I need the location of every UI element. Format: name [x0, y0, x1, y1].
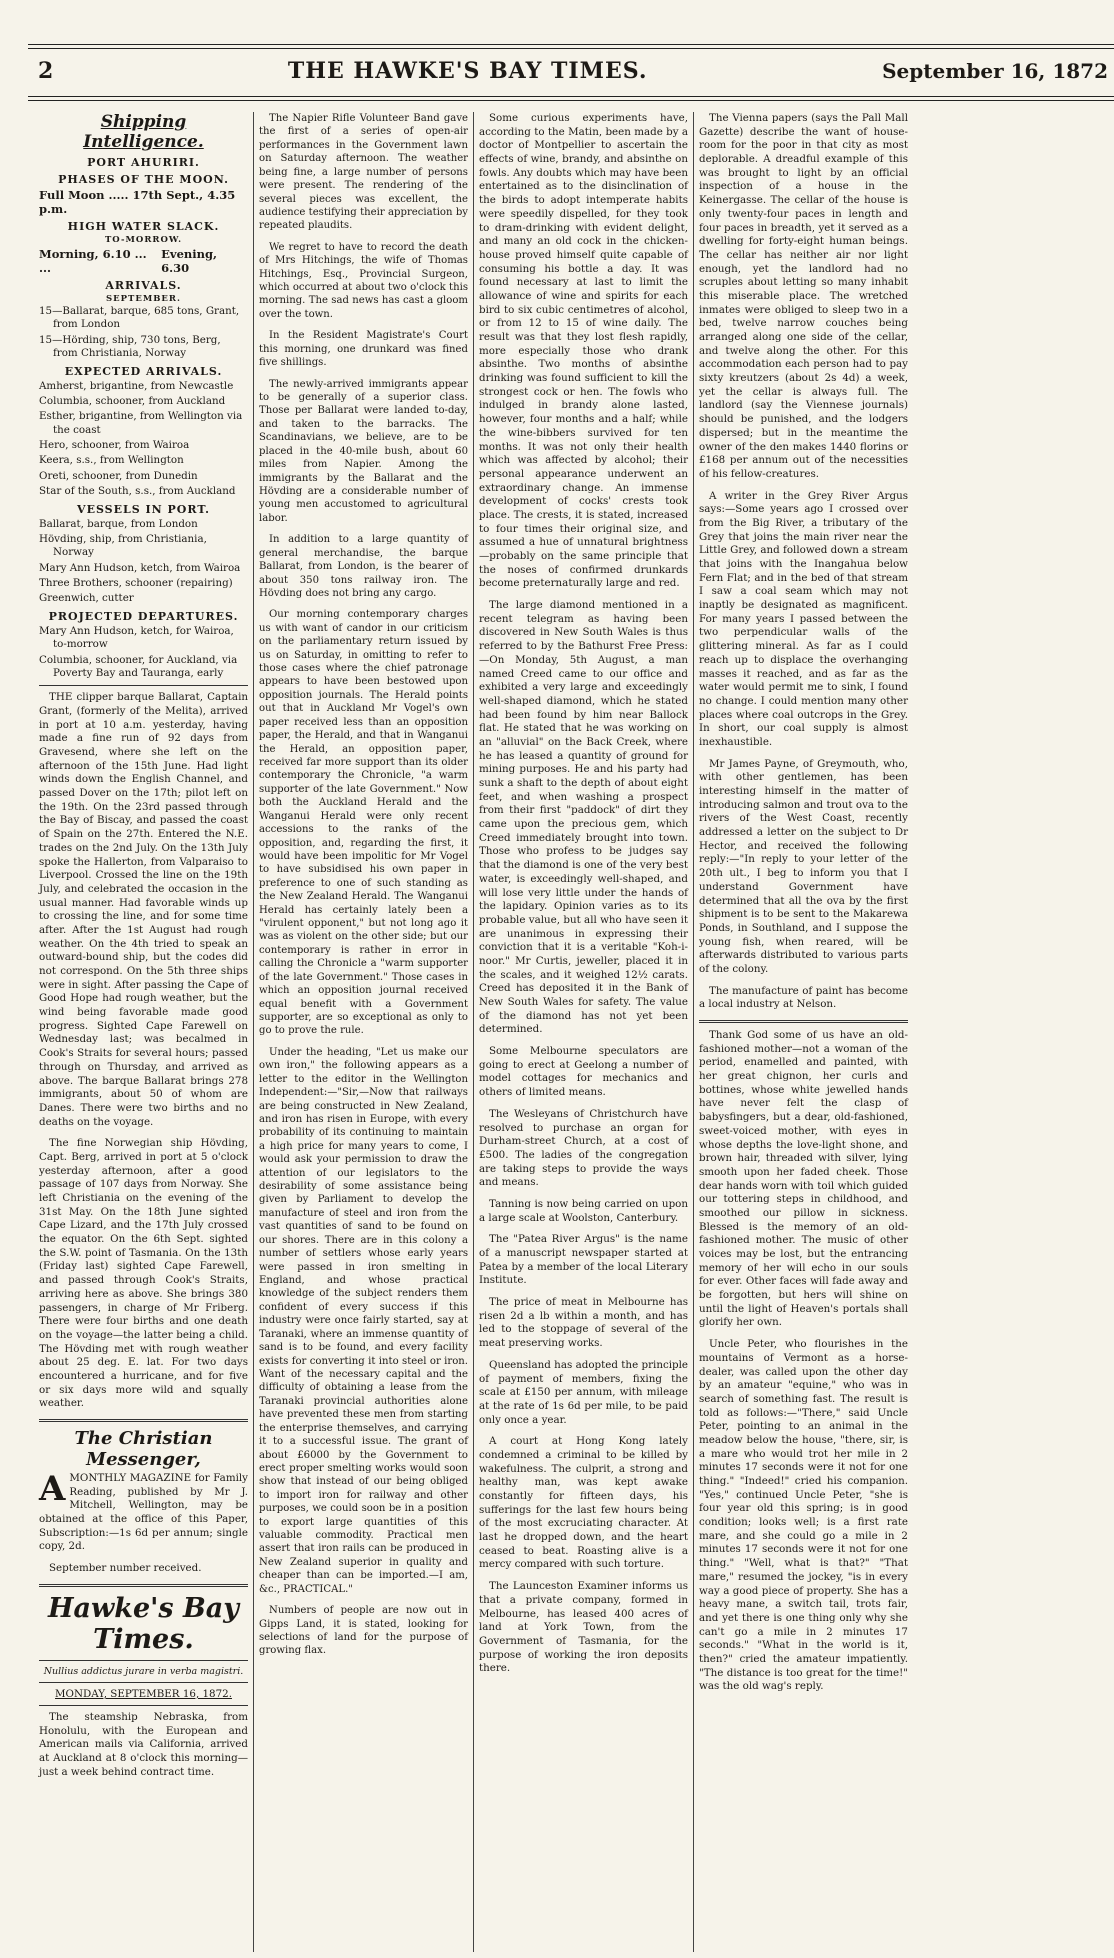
phases-heading: PHASES OF THE MOON. — [58, 173, 229, 186]
article-paragraph: The Vienna papers (says the Pall Mall Gazette) describe the want of house-room for the poor in that city as most deplorable. A dreadful example of this was brought to light by an official inspection of a house in the Keinergasse. The cellar of the house is only twenty-four paces in length and four paces in breadth, yet it served as a dwelling for forty-eight human beings. The cellar has neither air nor light enough, yet the landlord had no scruples about letting so many inhabit this miserable place. The wretched inmates were obliged to sleep two in a bed, twelve narrow couches being arranged along one side of the cellar, and twelve along the other. For this accommodation each person had to pay sixty kreutzers (about 2s 4d) a week, yet the cellar is always full. The landlord (say the Viennese journals) should be punished, and the lodgers dispersed; but in the meantime the owner of the den makes 1440 florins or £168 per annum out of the necessities of his fellow-creatures. — [699, 112, 908, 480]
article-paragraph: Under the heading, "Let us make our own iron," the following appears as a letter to the editor in the Wellington Independent:—"Sir,—Now that railways are being constructed in New Zealand, and iron has risen in Europe, with every probability of its continuing to maintain a high price for many years to come, I would ask your permission to draw the attention of our legislators to the desirability of some assistance being given by Parliament to develop the manufacture of steel and iron from the vast quantities of sand to be found on our shores. There are in this colony a number of settlers whose early years were passed in iron smelting in England, and whose practical knowledge of the subject renders them confident of every success if this industry were once fairly started, say at Taranaki, where an immense quantity of sand is to be found, and every facility exists for converting it into steel or iron. Want of the necessary capital and the difficulty of obtaining a lease from the Taranaki provincial authorities alone have prevented these men from starting the enterprise themselves, and carrying it to a successful issue. The grant of about £6000 by the Government to erect proper smelting works would soon show that instead of our being obliged to import iron for railway and other purposes, we could soon be in a position to export large quantities of this valuable commodity. Practical men assert that iron rails can be produced in New Zealand superior in quality and cheaper than can be imported.—I am, &c., PRACTICAL." — [259, 1046, 468, 1595]
column-3 — [474, 112, 693, 1952]
article-paragraph: Thank God some of us have an old-fashioned mother—not a woman of the period, enamelled and painted, with her great chignon, her curls and bottines, whose white jewelled hands have never felt the clasp of babysfingers, but a dear, old-fashioned, sweet-voiced mother, with eyes in whose depths the love-light shone, and brown hair, threaded with silver, lying smooth upon her faded cheek. Those dear hands worn with toil which guided our tottering steps in childhood, and smoothed our pillow in sickness. Blessed is the memory of an old-fashioned mother. The music of other voices may be lost, but the entrancing memory of her will echo in our souls for ever. Other faces will fade away and be forgotten, but hers will shine on until the light of Heaven's portals shall glorify her own. — [699, 1029, 908, 1329]
article-paragraph: The manufacture of paint has become a local industry at Nelson. — [699, 984, 908, 1011]
column-2 — [254, 112, 473, 1952]
article-paragraph: Mr James Payne, of Greymouth, who, with other gentlemen, has been interesting himself in the matter of introducing salmon and trout ova to the rivers of the West Coast, recently addressed a letter on the subject to Dr Hector, and received the following reply:—"In reply to your letter of the 20th ult., I beg to inform you that I understand Government have determined that all the ova by the first shipment is to be sent to the Makarewa Ponds, in Southland, and I suppose the young fish, when reared, will be afterwards distributed to various parts of the colony. — [699, 757, 908, 975]
messenger-body: MONTHLY MAGAZINE for Family Reading, published by Mr J. Mitchell, Wellington, may be obtained at the office of this Paper, Subscription:—1s 6d per annum; single copy, 2d. — [39, 1472, 248, 1553]
column-4 — [694, 112, 913, 1952]
expected-heading: EXPECTED ARRIVALS. — [64, 364, 223, 378]
divider — [39, 1682, 248, 1683]
september-label: SEPTEMBER. — [106, 294, 181, 304]
arrivals-heading: ARRIVALS. — [105, 279, 182, 292]
editorial-title: Hawke's Bay Times. — [47, 1592, 239, 1655]
divider — [39, 1419, 248, 1422]
article-paragraph: In the Resident Magistrate's Court this morning, one drunkard was fined five shillings. — [259, 330, 468, 369]
mast-rule — [28, 96, 1114, 97]
hovding-paragraph: The fine Norwegian ship Hövding, Capt. Berg, arrived in port at 5 o'clock yesterday afternoon, after a good passage of 107 days from Norway. She left Christiania on the evening of the 31st May. On the 18th June sighted Cape Lizard, and the 17th July crossed the equator. On the 6th Sept. sighted the S.W. point of Tasmania. On the 13th (Friday last) sighted Cape Farewell, and passed through Cook's Straits, arriving here as above. She brings 380 passengers, in charge of Mr Friberg. There were four births and one death on the voyage—the latter being a child. The Hövding met with rough weather about 25 deg. E. lat. For two days encountered a hurricane, and for five or six days more wild and squally weather. — [39, 1137, 248, 1410]
article-paragraph: We regret to have to record the death of Mrs Hitchings, the wife of Thomas Hitchings, Esq., Provincial Surgeon, which occurred at about two o'clock this morning. The sad news has cast a gloom over the town. — [259, 241, 468, 320]
article-paragraph: The "Patea River Argus" is the name of a manuscript newspaper started at Patea by a member of the local Literary Institute. — [479, 1233, 688, 1287]
morning-tide: Morning, 6.10 ... ... — [39, 247, 147, 275]
in-port-item: Hövding, ship, from Christiania, Norway — [39, 532, 207, 559]
motto: Nullius addictus jurare in verba magistri. — [43, 1665, 244, 1677]
messenger-ad — [39, 1469, 248, 1554]
messenger-dropcap: A — [39, 1469, 66, 1509]
article-paragraph: Our morning contemporary charges us with want of candor in our criticism on the parliamentary return issued by us on Saturday, in omitting to refer to those cases where the chief patronage appears to have been bestowed upon opposition journals. The Herald points out that in Auckland Mr Vogel's own paper received less than an opposition paper, the Herald, and that in Wanganui the Herald, an opposition paper, received far more support than its older contemporary the Chronicle, "a warm supporter of the late Government." Now both the Auckland Herald and the Wanganui Herald were only recent accessions to the ranks of the opposition, and, regarding the first, it would have been impolitic for Mr Vogel to have subsidised his own paper in preference to one of such standing as the New Zealand Herald. The Wanganui Herald has certainly lately been a "virulent opponent," but not long ago it was as violent on the other side; but our contemporary is rather in error in calling the Chronicle a "warm supporter of the late Government." Those cases in which an opposition journal received equal benefit with a Government supporter, are so exceptional as only to go to prove the rule. — [259, 609, 468, 1037]
in-port-item: Three Brothers, schooner (repairing) — [39, 577, 233, 589]
article-paragraph: A court at Hong Kong lately condemned a criminal to be killed by wakefulness. The culprit, a strong and healthy man, was kept awake constantly for fifteen days, his sufferings for the last few hours being of the most excruciating character. At last he dropped down, and the heart ceased to beat. Roasting alive is a mercy compared with such torture. — [479, 1435, 688, 1571]
messenger-september: September number received. — [49, 1562, 202, 1575]
shipping-heading: Shipping Intelligence. — [83, 112, 204, 152]
in-port-item: Greenwich, cutter — [39, 592, 134, 605]
divider — [39, 685, 248, 686]
issue-date: September 16, 1872 — [882, 59, 1108, 83]
editorial-dateline: MONDAY, SEPTEMBER 16, 1872. — [55, 1687, 232, 1700]
article-paragraph: The newly-arrived immigrants appear to be generally of a superior class. Those per Ballarat were landed to-day, and taken to the barracks. The Scandinavians, we believe, are to be placed in the 40-mile bush, about 60 miles from Napier. Among the immigrants by the Ballarat and the Hövding are a considerable number of young men accustomed to agricultural labor. — [259, 378, 468, 524]
expected-item: Hero, schooner, from Wairoa — [39, 439, 190, 451]
article-paragraph: The price of meat in Melbourne has risen 2d a lb within a month, and has led to the stoppage of several of the meat preserving works. — [479, 1296, 688, 1350]
arrival-item: 15—Ballarat, barque, 685 tons, Grant, from London — [39, 305, 240, 331]
divider — [39, 1584, 248, 1587]
article-paragraph: Numbers of people are now out in Gipps Land, it is stated, looking for selections of land for the purpose of growing flax. — [259, 1605, 468, 1657]
paper-title: THE HAWKE'S BAY TIMES. — [287, 58, 648, 84]
masthead — [38, 58, 1108, 90]
article-paragraph: The large diamond mentioned in a recent telegram as having been discovered in New South Wales is thus referred to by the Bathurst Free Press:—On Monday, 5th August, a man named Creed came to our office and exhibited a very large and exceedingly well-shaped diamond, which he stated had been found by him near Ballock flat. He stated that he was working on an "alluvial" on the Back Creek, where he has leased a quantity of ground for mining purposes. He and his party had sunk a shaft to the depth of about eight feet, and when washing a prospect from their first "paddock" of dirt they came upon the precious gem, which Creed immediately brought into town. Those who profess to be judges say that the diamond is one of the very best water, is exceedingly well-shaped, and will lose very little under the hands of the lapidary. Opinion varies as to its probable value, but all who have seen it are unanimous in expressing their conviction that it is a veritable "Koh-i-noor." Mr Curtis, jeweller, placed it in the scales, and it weighed 12½ carats. Creed has deposited it in the Bank of New South Wales for safety. The value of the diamond has not yet been determined. — [479, 599, 688, 1036]
expected-item: Esther, brigantine, from Wellington via the coast — [39, 410, 243, 436]
page-number: 2 — [38, 58, 54, 84]
article-paragraph: The Wesleyans of Christchurch have resolved to purchase an organ for Durham-street Church, at a cost of £500. The ladies of the congregation are taking steps to provide the ways and means. — [479, 1107, 688, 1189]
expected-item: Oreti, schooner, from Dunedin — [39, 469, 198, 482]
top-rule — [28, 44, 1114, 45]
columns — [34, 112, 1114, 1952]
article-paragraph: Tanning is now being carried on upon a large scale at Woolston, Canterbury. — [479, 1197, 688, 1224]
departure-item: Mary Ann Hudson, ketch, for Wairoa, to-morrow — [39, 624, 234, 651]
nebraska-paragraph: The steamship Nebraska, from Honolulu, with the European and American mails via California, arrived at Auckland at 8 o'clock this morning—just a week behind contract time. — [39, 1710, 248, 1778]
expected-item: Star of the South, s.s., from Auckland — [39, 485, 236, 498]
departure-item: Columbia, schooner, for Auckland, via Poverty Bay and Tauranga, early — [39, 653, 238, 679]
article-paragraph: Queensland has adopted the principle of payment of members, fixing the scale at £150 per annum, with mileage at the rate of 1s 6d per mile, to be paid only once a year. — [479, 1358, 688, 1426]
top-rule-2 — [28, 48, 1114, 49]
in-port-heading: VESSELS IN PORT. — [77, 502, 210, 516]
article-paragraph: Some Melbourne speculators are going to erect at Geelong a number of model cottages for mechanics and others of limited means. — [479, 1045, 688, 1099]
article-paragraph: A writer in the Grey River Argus says:—Some years ago I crossed over from the Big River, a tributary of the Grey that joins the main river near the Little Grey, and followed down a stream that joins with the Inangahua below Fern Flat; and in the bed of that stream I saw a coal seam which may not inaptly be designated as magnificent. For many years I passed between the two perpendicular walls of the glittering mineral. As far as I could reach up to displace the overhanging masses it reached, and as far as the water would permit me to sink, I found no change. I could mention many other places where coal outcrops in the Grey. In short, our coal supply is almost inexhaustible. — [699, 489, 908, 748]
departures-heading: PROJECTED DEPARTURES. — [48, 609, 239, 623]
divider — [699, 1020, 908, 1023]
expected-item: Amherst, brigantine, from Newcastle — [39, 379, 234, 392]
ballarat-paragraph: THE clipper barque Ballarat, Captain Grant, (formerly of the Melita), arrived in port at 10 a.m. yesterday, having made a fine run of 92 days from Gravesend, where she left on the afternoon of the 15th June. Had light winds down the English Channel, and passed Dover on the 17th; pilot left on the 19th. On the 23rd passed through the Bay of Biscay, and passed the coast of Spain on the 27th. Entered the N.E. trades on the 2nd July. On the 13th July spoke the Hallerton, from Valparaiso to Liverpool. Crossed the line on the 19th July, and celebrated the occasion in the usual manner. Had favorable winds up to crossing the line, and for some time after. After the 1st August had rough weather. On the 4th tried to speak an outward-bound ship, but the codes did not correspond. On the 5th three ships were in sight. After passing the Cape of Good Hope had rough weather, but the wind being favorable made good progress. Sighted Cape Farewell on Wednesday last; was becalmed in Cook's Straits for several hours; passed through on Thursday, and arrived as above. The barque Ballarat brings 278 immigrants, about 50 of whom are Danes. There were two births and no deaths on the voyage. — [39, 691, 248, 1128]
article-paragraph: In addition to a large quantity of general merchandise, the barque Ballarat, from London, is the bearer of about 350 tons railway iron. The Hövding does not bring any cargo. — [259, 534, 468, 599]
arrival-item: 15—Hörding, ship, 730 tons, Berg, from Christiania, Norway — [39, 333, 221, 360]
tide-line — [39, 247, 248, 275]
article-paragraph: Some curious experiments have, according to the Matin, been made by a doctor of Montpellier to ascertain the effects of wine, brandy, and absinthe on fowls. Any doubts which may have been entertained as to the disinclination of the birds to adopt intemperate habits were speedily dispelled, for they took to dram-drinking with evident delight, and many an old cock in the chicken-house proved himself quite capable of consuming his bottle a day. It was found necessary at last to limit the allowance of wine and spirits for each bird to six cubic centimetres of alcohol, or from 12 to 15 of wine daily. The result was that they lost flesh rapidly, more especially those who drank absinthe. Two months of absinthe drinking was found sufficient to kill the strongest cock or hen. The fowls who indulged in brandy alone lasted, however, four months and a half; while the wine-bibbers survived for ten months. It was not only their health which was affected by alcohol; their personal appearance underwent an extraordinary change. An immense development of cocks' crests took place. The crests, it is stated, increased to four times their original size, and assumed a hue of unnatural brightness—probably on the same principle that the noses of confirmed drunkards become preternaturally large and red. — [479, 112, 688, 590]
article-paragraph: The Launceston Examiner informs us that a private company, formed in Melbourne, has leased 400 acres of land at York Town, from the Government of Tasmania, for the purpose of working the iron deposits there. — [479, 1580, 688, 1675]
high-water-heading: HIGH WATER SLACK. — [67, 220, 220, 233]
mast-rule-2 — [28, 100, 1114, 101]
messenger-title: The Christian Messenger, — [74, 1428, 213, 1470]
expected-item: Columbia, schooner, from Auckland — [39, 394, 226, 407]
port-heading: PORT AHURIRI. — [87, 156, 200, 169]
article-paragraph: The Napier Rifle Volunteer Band gave the first of a series of open-air performances in the Government lawn on Saturday afternoon. The weather being fine, a large number of persons were present. The rendering of the several pieces was excellent, the audience testifying their appreciation by repeated plaudits. — [259, 113, 468, 232]
tomorrow-label: TO-MORROW. — [104, 235, 183, 245]
full-moon-text: Full Moon ..... 17th Sept., 4.35 p.m. — [39, 188, 236, 216]
article-paragraph: Uncle Peter, who flourishes in the mountains of Vermont as a horse-dealer, was called upon the other day by an amateur "equine," who was in search of something fast. The result is told as follows:—"There," said Uncle Peter, pointing to an animal in the meadow below the house, "there, sir, is a mare who would trot her mile in 2 minutes 17 seconds were it not for one thing." "Indeed!" cried his companion. "Yes," continued Uncle Peter, "she is four year old this spring; is in good condition; looks well; is a first rate mare, and she could go a mile in 2 minutes 17 seconds were it not for one thing." "Well, what is that?" "That mare," resumed the jockey, "is in every way a good piece of property. She has a heavy mane, a switch tail, trots fair, and yet there is one thing only why she can't go a mile in 2 minutes 17 seconds." "What in the world is it, then?" cried the amateur impatiently. "The distance is too great for the time!" was the old wag's reply. — [699, 1338, 908, 1693]
in-port-item: Ballarat, barque, from London — [39, 517, 198, 530]
divider — [39, 1705, 248, 1706]
column-1 — [34, 112, 253, 1952]
full-moon-line — [39, 188, 248, 216]
expected-item: Keera, s.s., from Wellington — [39, 454, 184, 467]
evening-tide: Evening, 6.30 — [161, 247, 218, 275]
divider — [39, 1660, 248, 1661]
in-port-item: Mary Ann Hudson, ketch, from Wairoa — [39, 561, 241, 574]
